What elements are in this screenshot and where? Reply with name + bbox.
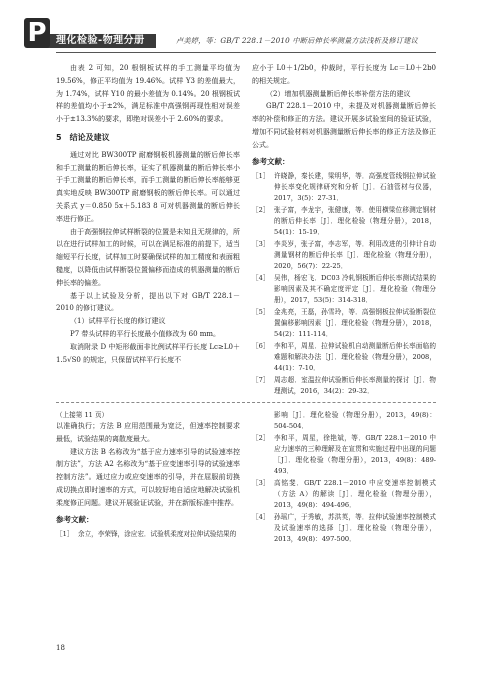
paragraph: 由于高强钢拉伸试样断裂的位置是未知且无规律的，所以在进行试样加工的时候，可以在满足标准的前提下，适当缩短平行长度，试样加工时要确保试样的加工精度和表面粗糙度，以降低由试样断裂位置偏移而造成的机器测量的断后伸长率的偏差。 [56, 227, 240, 287]
paragraph: 建议方法 B 名称改为“基于应力速率引导的试验速率控制方法”，方法 A2 名称改为“基于应变速率引导的试验速率控制方法”。通过应力或应变速率的引导，并在屈服前切换成切换点即时速率的方式，可以较好地自适应地解决试验机柔度修正问题。建议开展验证试验，并在新版标准中推荐。 [56, 447, 240, 507]
paragraph: 应小于 L0＋1/2b0，仲裁时，平行长度为 Lc＝L0＋2b0 的相关规定。 [252, 64, 436, 85]
reference-text: 周志超．室温拉伸试验断后伸长率测量的探讨［J］．物理测试，2016，34(2)：29-32． [274, 376, 436, 396]
journal-logo-letter: P [24, 18, 50, 48]
reference-text: 余立，李荣锋，涂应宏．试验机柔度对拉伸试验结果的 [78, 530, 237, 539]
reference-number: ［3］ [252, 240, 270, 249]
references-heading: 参考文献： [56, 514, 94, 524]
continuation-left-column [56, 420, 240, 541]
reference-text: 许晓静，秦长建，梁明华，等．高强度管线钢拉伸试验伸长率变化规律研究和分析［J］．石油管材与仪器，2017，3(5)：27-31． [274, 172, 436, 203]
reference-item [252, 307, 436, 340]
header-rule [56, 52, 436, 53]
reference-text: 孙瑶广，于秀敏，苏洪英，等．拉伸试验速率控制模式及试验速率的选择［J］．理化检验（物理分册），2013，49(8)：497-500． [274, 513, 436, 543]
reference-text: 影响［J］．理化检验（物理分册），2013，49(8)：504-504． [274, 411, 436, 430]
paragraph: 基于以上试验及分析，提出以下对 GB/T 228.1－2010 的修订建议。 [56, 291, 240, 313]
paragraph: 取消附录 D 中矩形截面非比例试样平行长度 Lc≥L0＋1.5√S0 的规定，只保留试样平行长度不 [56, 342, 240, 364]
reference-number: ［2］ [252, 434, 270, 442]
reference-text: 金兆亮，王磊，孙雪玲，等．高强钢板拉伸试验断裂位置偏移影响因素［J］．理化检验（物理分册），2018，54(2)：111-114． [274, 308, 436, 339]
right-column [252, 62, 436, 398]
page-header [0, 0, 480, 58]
reference-number [252, 410, 274, 432]
continuation-right-column [252, 410, 436, 546]
reference-text: 李炎岁，张子富，李志军，等．利用改进的引伸计自动测量钢材的断后伸长率［J］．理化检验（物理分册），2020，56(7)：22-25． [274, 240, 436, 271]
paragraph: 以准确执行；方法 B 应用范围最为宽泛，但速率控制要求最低，试验结果的离散度最大。 [56, 422, 240, 443]
reference-number: ［7］ [252, 376, 270, 385]
reference-text: 张子富，李龙宇，张健康，等．使用横梁位移测定钢材的断后伸长率［J］．理化检验（物理分册），2018，54(1)：15-19． [274, 206, 436, 237]
reference-item [252, 375, 436, 397]
running-head: 卢美婷，等：GB/T 228.1－2010 中断后伸长率测量方法浅析及修订建议 [176, 36, 418, 45]
paragraph: （2）增加机器测量断后伸长率补偿方法的建议 [266, 89, 411, 98]
reference-item [56, 529, 240, 540]
reference-item [252, 433, 436, 477]
paragraph: GB/T 228.1－2010 中，未提及对机器测量断后伸长率的补偿和修正的方法。建议开展多试验室间的验证试验，增加不同试验材料对机器测量断后伸长率的修正方法及修正公式。 [252, 102, 436, 149]
reference-text: 李和平，周星．拉伸试验机自动测量断后伸长率面临的难题和解决办法［J］．理化检验（物理分册），2008，44(1)：7-10． [274, 342, 436, 373]
reference-number: ［3］ [252, 479, 270, 487]
paragraph: 由表 2 可知，20 根钢板试样的手工测量平均值为 19.56%，修正平均值为 19.46%。试样 Y3 的差值最大，为 1.74%，试样 Y10 的最小差值为 0.14%。20 根钢板试样的差值均小于±2%，满足标准中高强钢再现性相对误差小于±13.3%的要求，即绝对误差小于 2.60%的要求。 [56, 64, 240, 124]
reference-item [252, 512, 436, 545]
paragraph: （1）试样平行长度的修订建议 [70, 317, 166, 326]
reference-number: ［4］ [252, 513, 270, 521]
reference-number: ［4］ [252, 274, 270, 283]
journal-logo-text: 理化检验-物理分册 [56, 35, 145, 46]
reference-item [252, 171, 436, 204]
left-column [56, 62, 240, 366]
reference-item [252, 341, 436, 374]
page-number: 18 [56, 644, 65, 652]
reference-text: 吴伟，杨宏飞．DC03 冷轧钢板断后伸长率测试结果的影响因素及其不确定度评定［J］．理化检验（物理分册），2017，53(5)：314-318． [274, 274, 436, 305]
section-separator [56, 402, 436, 403]
reference-number: ［1］ [252, 172, 270, 181]
reference-item [252, 478, 436, 511]
reference-item [252, 239, 436, 272]
references-list [252, 171, 436, 397]
reference-number: ［5］ [252, 308, 270, 317]
reference-number: ［2］ [252, 206, 270, 215]
references-list [56, 529, 240, 540]
reference-text: 李和平，周星，徐艳斌，等．GB/T 228.1－2010 中应力速率的三种理解及在宣贯和实施过程中出现的问题［J］．理化检验（物理分册），2013，49(8)：489-493． [274, 434, 436, 475]
reference-item [252, 205, 436, 238]
reference-number: ［6］ [252, 342, 270, 351]
reference-number: ［1］ [56, 530, 74, 539]
section-heading: 5 结论及建议 [56, 132, 110, 142]
reference-item [252, 273, 436, 306]
reference-item [252, 410, 436, 432]
continuation-label: （上接第 11 页） [56, 411, 109, 419]
paragraph: P7 带头试样的平行长度最小值修改为 60 mm。 [70, 329, 221, 338]
references-heading: 参考文献： [252, 156, 290, 166]
reference-text: 高铭斐．GB/T 228.1－2010 中应变速率控制模式（方法 A）的解读［J］．理化检验（物理分册），2013，49(8)：494-496． [274, 479, 436, 509]
references-list [252, 410, 436, 545]
paragraph: 通过对比 BW300TP 耐磨钢板机器测量的断后伸长率和手工测量的断后伸长率，证实了机器测量的断后伸长率小于手工测量的断后伸长率，而手工测量的断后伸长率能够更真实地反映 BW300TP 耐磨钢板的断后伸长率。可以通过关系式 y＝0.850 5x＋5.183 8 可对机器测量的断后伸长率进行修正。 [56, 150, 240, 223]
